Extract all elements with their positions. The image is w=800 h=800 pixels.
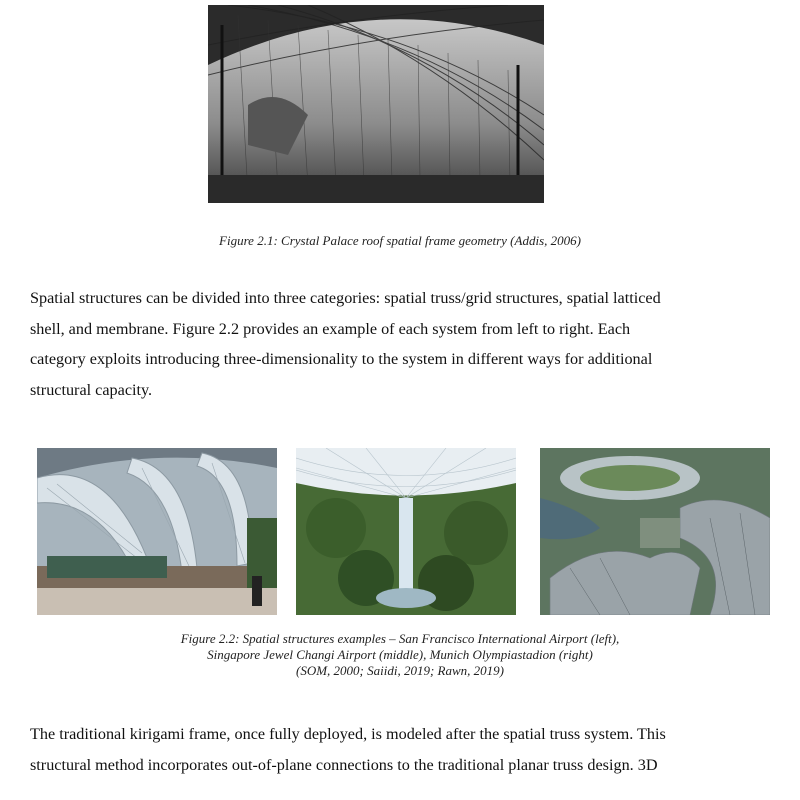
figure-caption: Figure 2.1: Crystal Palace roof spatial frame geometry (Addis, 2006) xyxy=(219,233,581,248)
body-paragraph xyxy=(30,283,780,405)
caption-line: (SOM, 2000; Saiidi, 2019; Rawn, 2019) xyxy=(296,663,504,678)
figure-caption xyxy=(0,631,800,679)
crystal-palace-photo xyxy=(208,5,544,203)
body-paragraph xyxy=(30,719,780,780)
paragraph-line: Spatial structures can be divided into three categories: spatial truss/grid structures, spatial latticed xyxy=(30,289,661,307)
sfo-airport-photo xyxy=(37,448,277,615)
caption-line: Singapore Jewel Changi Airport (middle), Munich Olympiastadion (right) xyxy=(207,647,593,662)
caption-line: Figure 2.2: Spatial structures examples – San Francisco International Airport (left), xyxy=(180,631,620,646)
paragraph-line: shell, and membrane. Figure 2.2 provides an example of each system from left to right. Each xyxy=(30,319,631,338)
paragraph-line: The traditional kirigami frame, once fully deployed, is modeled after the spatial truss system. This xyxy=(30,725,666,743)
paragraph-line: category exploits introducing three-dimensionality to the system in different ways for additional xyxy=(30,350,653,368)
paragraph-line: structural capacity. xyxy=(30,380,153,399)
jewel-changi-photo xyxy=(296,448,516,615)
munich-olympiastadion-photo xyxy=(540,448,770,615)
paragraph-line: structural method incorporates out-of-plane connections to the traditional planar truss design. 3D xyxy=(30,755,658,774)
